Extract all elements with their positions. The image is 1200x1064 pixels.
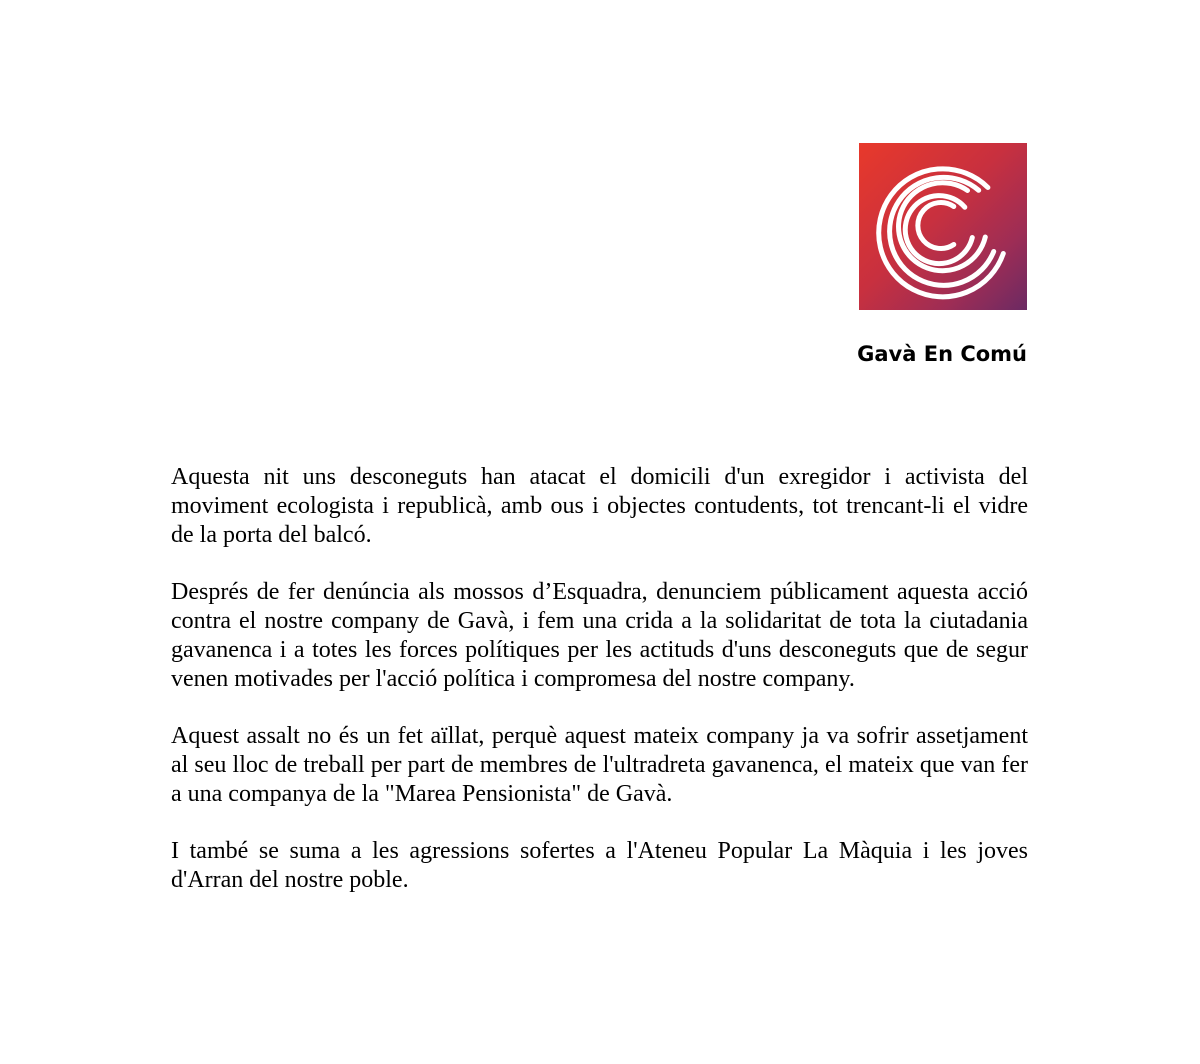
concentric-spiral-c-logo-icon (859, 143, 1027, 310)
paragraph: Aquesta nit uns desconeguts han atacat el domicili d'un exregidor i activista del moviment ecologista i republicà, amb ous i objectes contudents, tot trencant-li el vidre de la porta del balcó. (171, 464, 1028, 548)
paragraph: Aquest assalt no és un fet aïllat, perquè aquest mateix company ja va sofrir assetjament al seu lloc de treball per part de membres de l'ultradreta gavanenca, el mateix que van fer a una companya de la "Marea Pensionista" de Gavà. (171, 723, 1028, 807)
statement-body (171, 463, 1028, 923)
organization-name: Gavà En Comú (857, 342, 1027, 366)
gava-en-comu-logo (859, 143, 1027, 310)
paragraph: Després de fer denúncia als mossos d’Esquadra, denunciem públicament aquesta acció contra el nostre company de Gavà, i fem una crida a la solidaritat de tota la ciutadania gavanenca i a totes les forces polítiques per les actituds d'uns desconeguts que de segur venen motivades per l'acció política i compromesa del nostre company. (171, 579, 1028, 692)
paragraph: I també se suma a les agressions sofertes a l'Ateneu Popular La Màquia i les joves d'Arran del nostre poble. (171, 838, 1028, 893)
